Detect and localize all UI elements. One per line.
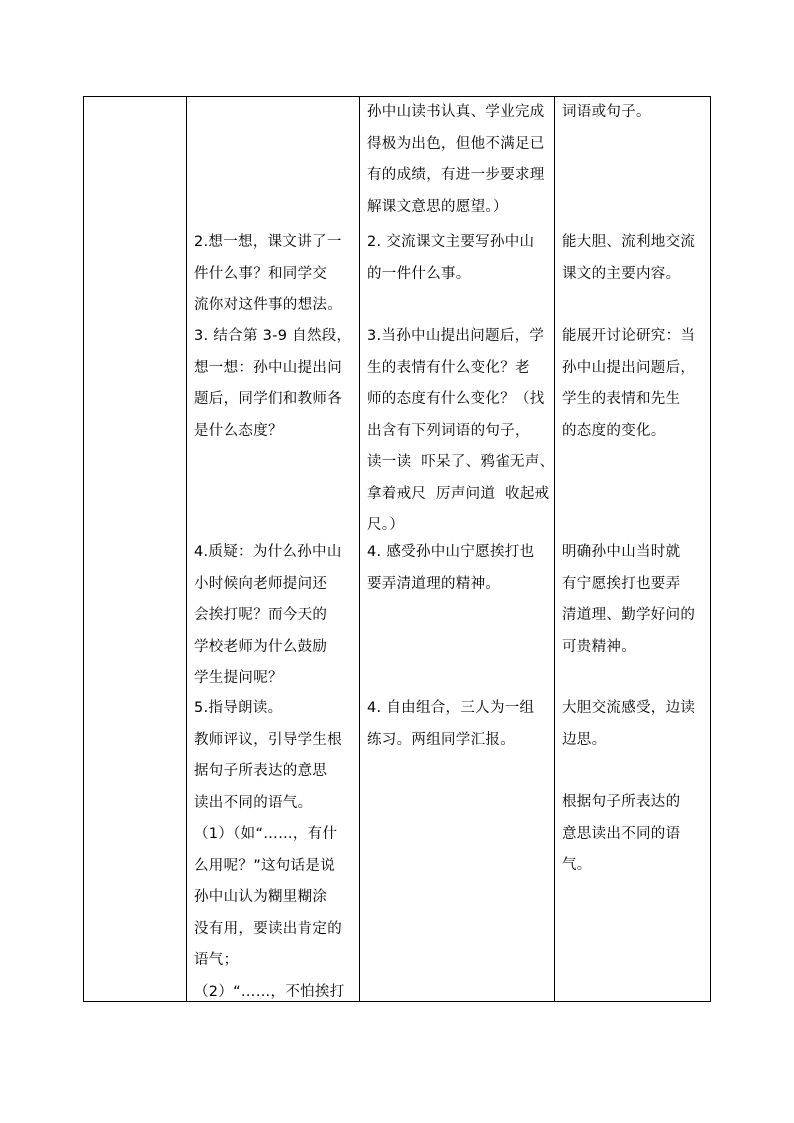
goal-4: 明确孙中山当时就 有宁愿挨打也要弄 清道理、勤学好问的 可贵精神。 bbox=[562, 544, 696, 655]
lesson-plan-table bbox=[83, 96, 711, 1002]
goal-5: 大胆交流感受，边读 边思。 bbox=[562, 700, 696, 748]
teacher-activity-4: 4.质疑：为什么孙中山 小时候向老师提问还 会挨打呢？而今天的 学校老师为什么鼓励 学生提问呢？ bbox=[194, 544, 342, 686]
table-cell-goal bbox=[555, 97, 711, 1002]
table-cell-teacher-activity bbox=[187, 97, 360, 1002]
teacher-activity-5: 5.指导朗读。 教师评议，引导学生根 据句子所表达的意思 读出不同的语气。 （1）（如“……，有什 么用呢？”这句话是说 孙中山认为糊里糊涂 没有用，要读出肯定的 语气； （2）“……，不怕挨打 bbox=[194, 700, 345, 1000]
student-activity-5: 4. 自由组合，三人为一组 练习。两组同学汇报。 bbox=[367, 700, 535, 748]
student-activity-2: 2. 交流课文主要写孙中山 的一件什么事。 bbox=[367, 234, 535, 282]
student-activity-4: 4. 感受孙中山宁愿挨打也 要弄清道理的精神。 bbox=[367, 544, 535, 592]
table-cell-section bbox=[84, 97, 187, 1002]
student-activity-1: 孙中山读书认真、学业完成 得极为出色，但他不满足已 有的成绩，有进一步要求理 解课文意思的愿望。） bbox=[367, 104, 545, 215]
goal-6: 根据句子所表达的 意思读出不同的语 气。 bbox=[562, 794, 681, 873]
table-cell-student-activity bbox=[360, 97, 555, 1002]
teacher-activity-3: 3. 结合第 3-9 自然段， 想一想：孙中山提出问 题后，同学们和教师各 是什么态度？ bbox=[194, 328, 352, 439]
student-activity-3: 3.当孙中山提出问题后，学 生的表情有什么变化？老 师的态度有什么变化？（找 出含有下列词语的句子， 读一读 吓呆了、鸦雀无声、 拿着戒尺 厉声问道 收起戒 尺。） bbox=[367, 328, 554, 533]
goal-1: 词语或句子。 bbox=[562, 104, 651, 120]
goal-3: 能展开讨论研究：当 孙中山提出问题后， 学生的表情和先生 的态度的变化。 bbox=[562, 328, 696, 439]
teacher-activity-2: 2.想一想，课文讲了一 件什么事？和同学交 流你对这件事的想法。 bbox=[194, 234, 342, 313]
goal-2: 能大胆、流利地交流 课文的主要内容。 bbox=[562, 234, 696, 282]
table-row bbox=[84, 97, 711, 1002]
